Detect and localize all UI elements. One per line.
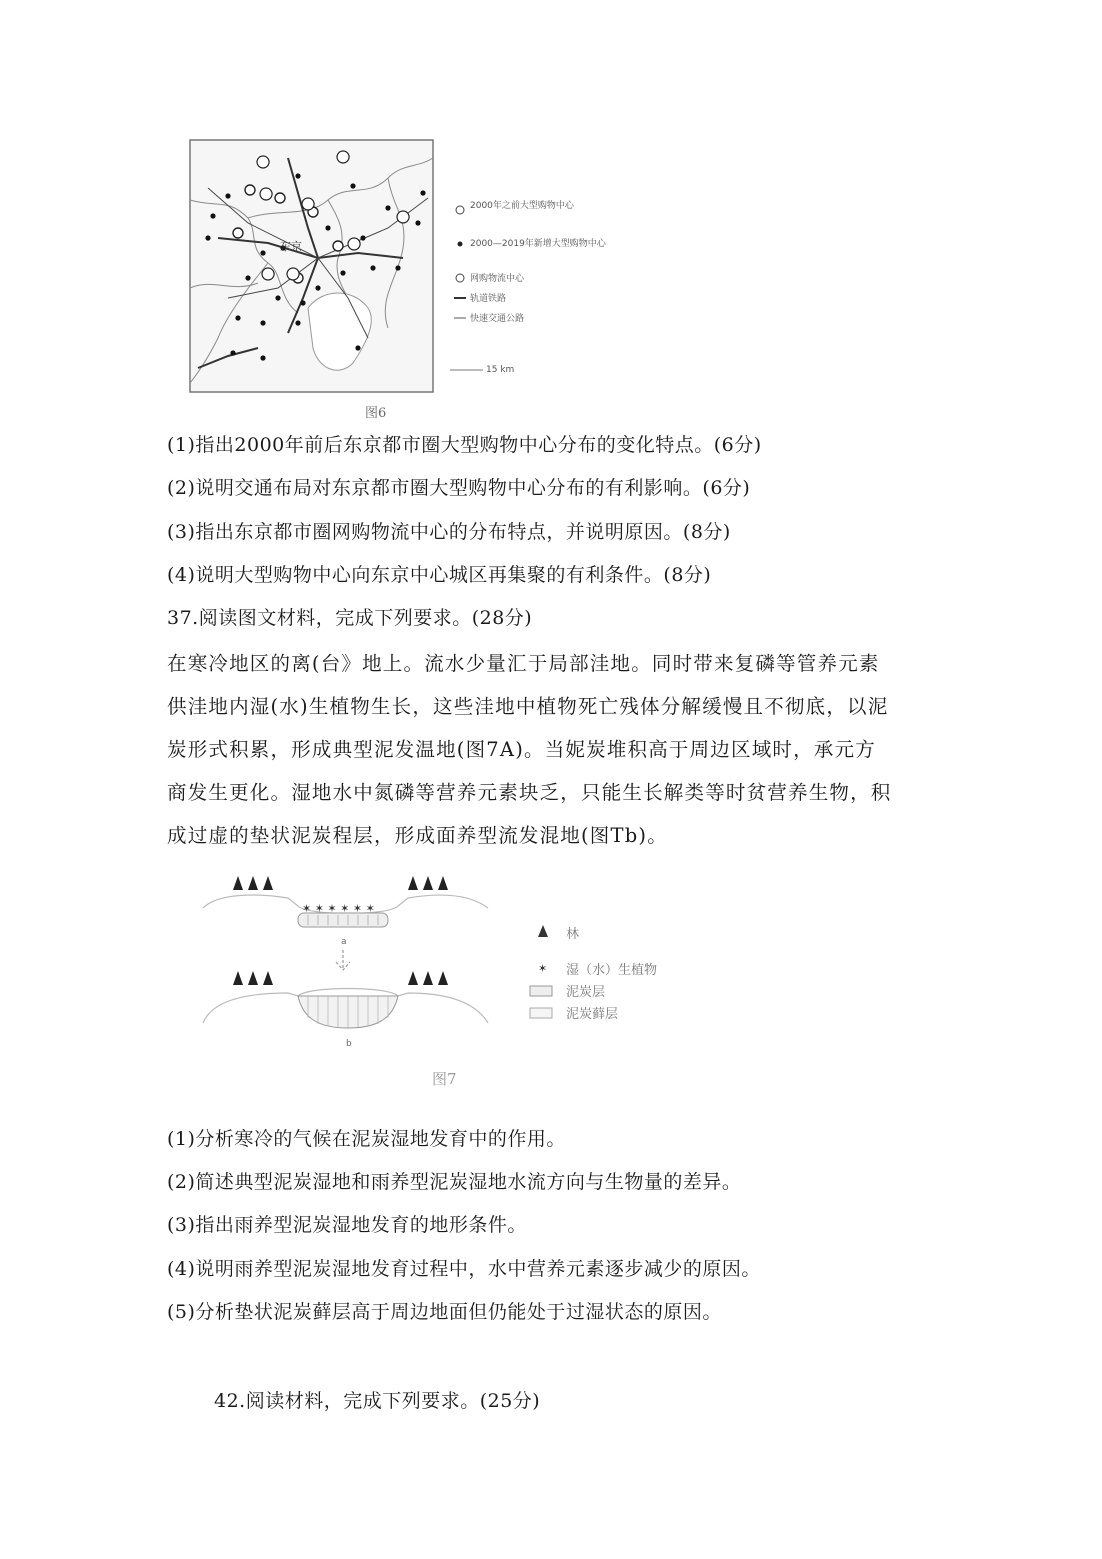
tokyo-label: 东京 [280, 240, 302, 253]
q37-item-2: (2)简述典型泥炭湿地和雨养型泥炭湿地水流方向与生物量的差异。 [167, 1171, 742, 1193]
q37-para-line: 商发生更化。湿地水中氮磷等营养元素块乏，只能生长解类等时贫营养生物，积 [167, 781, 892, 804]
q37-para-line: 成过虚的垫状泥炭程层，形成面养型流发混地(图Tb)。 [167, 824, 668, 847]
q37-title: 37.阅读图文材料，完成下列要求。(28分) [167, 607, 533, 629]
trees-a [233, 876, 448, 890]
figure-7-diagram [198, 868, 718, 1058]
q37-item-3: (3)指出雨养型泥炭湿地发育的地形条件。 [167, 1214, 527, 1236]
figure-7-legend [530, 925, 657, 1022]
q37-para-line: 在寒冷地区的离(台》地上。流水少量汇于局部洼地。同时带来复磷等管养元素 [167, 652, 880, 675]
q37-para-line: 供洼地内湿(水)生植物生长，这些洼地中植物死亡残体分解缓慢且不彻底，以泥 [167, 695, 889, 718]
label-b: b [346, 1039, 352, 1049]
label-a: a [341, 937, 347, 947]
peat-layer-icon [530, 986, 552, 996]
legend-item: 林 [566, 927, 580, 942]
hollow-circle-icon [456, 206, 464, 214]
trees-b [233, 971, 448, 985]
legend-item: 泥炭层 [566, 985, 606, 1000]
logistics-center-icon [456, 274, 464, 282]
wetland-plants-a [302, 902, 375, 915]
tree-icon [538, 925, 548, 937]
q37-item-1: (1)分析寒冷的气候在泥炭湿地发育中的作用。 [167, 1128, 566, 1150]
scale-label: 15 km [486, 365, 515, 375]
q37-item-5: (5)分析垫状泥炭藓层高于周边地面但仍能处于过湿状态的原因。 [167, 1301, 722, 1323]
peat-layer-a [298, 913, 388, 927]
legend-item: 2000—2019年新增大型购物中心 [470, 239, 606, 249]
figure-6-caption: 图6 [365, 406, 387, 421]
legend-item: 湿（水）生植物 [566, 963, 658, 978]
legend-item: 网购物流中心 [470, 274, 525, 284]
figure-6-legend [450, 199, 607, 375]
q36-item-4: (4)说明大型购物中心向东京中心城区再集聚的有利条件。(8分) [167, 564, 712, 586]
q36-item-2: (2)说明交通布局对东京都市圈大型购物中心分布的有利影响。(6分) [167, 477, 751, 499]
figure-7-caption: 图7 [432, 1070, 457, 1088]
legend-item: 轨道铁路 [470, 294, 507, 304]
sphagnum-layer-icon [530, 1008, 552, 1018]
solid-dot-icon [458, 242, 463, 247]
q42-title: 42.阅读材料，完成下列要求。(25分) [214, 1390, 541, 1412]
svg-text:✶ ✶ ✶ ✶ ✶ ✶: ✶ ✶ ✶ ✶ ✶ ✶ [302, 902, 375, 915]
q37-item-4: (4)说明雨养型泥炭湿地发育过程中，水中营养元素逐步减少的原因。 [167, 1258, 761, 1280]
q36-item-3: (3)指出东京都市圈网购物流中心的分布特点，并说明原因。(8分) [167, 521, 731, 543]
q36-item-1: (1)指出2000年前后东京都市圈大型购物中心分布的变化特点。(6分) [167, 434, 762, 456]
legend-item: 泥炭藓层 [566, 1007, 619, 1022]
q37-para-line: 炭形式积累，形成典型泥发温地(图7A)。当妮炭堆积高于周边区域时，承元方 [167, 738, 876, 761]
wetland-plant-icon: ✶ [538, 962, 548, 975]
legend-item: 2000年之前大型购物中心 [470, 201, 574, 211]
legend-item: 快速交通公路 [470, 314, 525, 324]
figure-6-map [188, 138, 606, 400]
